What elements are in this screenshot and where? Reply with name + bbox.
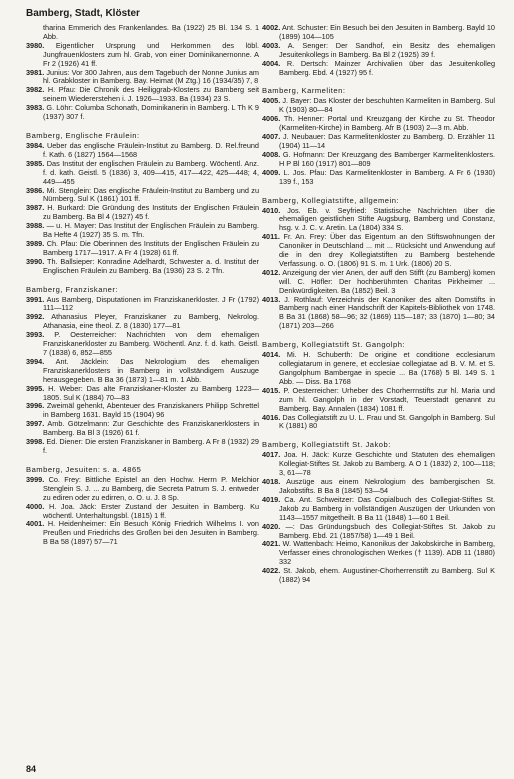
entry-number: 4008.	[262, 149, 281, 159]
entry-text: P. Oesterreicher: Urheber des Chorherrnstifts zur hl. Maria und zum hl. Gangolph in der Vorstadt, Teuerstadt genannt zu Bamberg. Bay. Annalen (1834) 1081 ff.	[279, 385, 495, 413]
bibliography-entry	[262, 97, 495, 115]
section-heading: Bamberg, Kollegiatstift St. Jakob:	[262, 440, 391, 450]
bibliography-entry	[26, 358, 259, 385]
entry-number: 4017.	[262, 450, 281, 460]
entry-number: 4001.	[26, 519, 45, 529]
section-heading: Bamberg, Franziskaner:	[26, 284, 119, 294]
entry-text: Ca. Ant. Schweitzer: Das Copialbuch des Collegiat-Stiftes St. Jakob zu Bamberg in vollständigen Auszügen der Urkunden von 1143—1557 mitgetheilt. B Ba 11 (1848) 1—60 1 Beil.	[279, 494, 496, 522]
entry-number: 3985.	[26, 158, 45, 168]
entry-text: J. Rothlauf: Verzeichnis der Kanoniker des alten Domstifts in Bamberg nach einer Handschrift der Kapitels-Bibliothek von 1748. B Ba 31 (1868) 58—96; 32 (1869) 115—187; 33 (1870) 1—80; 34 (1871) 203—266	[279, 294, 496, 331]
entry-text: Zweimäl gehenkt, Abenteuer des Franziskaners Philipp Schrettel in Bamberg 1631. Bayld 15 (1904) 96	[43, 401, 259, 420]
entry-number: 3998.	[26, 437, 45, 447]
entry-number: 4002.	[262, 23, 281, 32]
entry-number: 3981.	[26, 67, 45, 77]
entry-number: 4016.	[262, 412, 281, 422]
bibliography-entry	[26, 104, 259, 122]
entry-text: Das Collegiatstift zu U. L. Frau und St. Gangolph in Bamberg. Sul K (1881) 80	[279, 412, 495, 431]
entry-number: 4011.	[262, 232, 280, 242]
entry-text: Auszüge aus einem Nekrologium des bambergischen St. Jakobstifts. B Ba 8 (1845) 53—54	[279, 477, 495, 495]
section-heading: Bamberg, Englische Fräulein:	[26, 130, 140, 140]
bibliography-entry	[26, 258, 259, 276]
entry-text: A. Senger: Der Sandhof, ein Besitz des ehemaligen Jesuitenkollegs in Bamberg. Ba Bl 2 (1925) 39 f.	[279, 40, 496, 59]
entry-text: Ed. Diener: Die ersten Franziskaner in Bamberg. A Fr 8 (1932) 29 f.	[43, 437, 259, 455]
entry-number: 4005.	[262, 96, 281, 106]
bibliography-entry	[26, 86, 259, 104]
section-heading: Bamberg, Kollegiatstifte, allgemein:	[262, 195, 400, 205]
entry-number: 3984.	[26, 140, 45, 150]
entry-text: H. Weber: Das alte Franziskaner-Kloster zu Bamberg 1223—1805. Sul K (1884) 70—83	[43, 383, 260, 402]
bibliography-entry	[26, 42, 259, 69]
page-number: 84	[26, 764, 37, 774]
entry-number: 3988.	[26, 221, 45, 231]
entry-number: 4014.	[262, 350, 281, 360]
bibliography-entry	[26, 476, 259, 503]
entry-number: 4022.	[262, 566, 281, 576]
bibliography-entry	[26, 438, 259, 456]
right-column	[262, 24, 495, 585]
entry-text: L. Jos. Pfau: Das Karmelitenkloster in Bamberg. A Fr 6 (1930) 139 f., 153	[279, 167, 495, 186]
bibliography-entry	[262, 567, 495, 585]
entry-text: W. Wattenbach: Heimo, Kanonikus der Jakobskirche in Bamberg, Verfasser eines chronologischen Werkes († 1139). ADB 11 (1880) 332	[279, 539, 495, 567]
entry-number: 3990.	[26, 256, 45, 266]
entry-number: 4010.	[262, 205, 281, 215]
entry-text: Anzeigung der vier Anen, der auff den Stifft (zu Bamberg) komen will. C. Höfler: Der hochberühmten Charitas Pirkheimer ... Denkwürdigkeiten. Ba (1852) Beil. 3	[279, 267, 496, 295]
entry-text: J. Neubauer: Das Karmelitenkloster zu Bamberg. D. Erzähler 11 (1904) 11—14	[279, 132, 496, 150]
entry-text: Fr. An. Frey: Über das Eigentum an den Stiftswohnungen der Canoniker in Deutschland ... mit ... Rücksicht und Anwendung auf die in den drey Kollegiatstiften zu Bamberg bestehende Verfassung. o. O. (1806) 91 S. m. 1 Urk. (1806) 20 S.	[279, 232, 495, 268]
entry-number: 4021.	[262, 539, 281, 549]
entry-number: 4013.	[262, 294, 281, 304]
entry-number: 3986.	[26, 185, 45, 195]
entry-text: Junius: Vor 300 Jahren, aus dem Tagebuch der Nonne Junius am hl. Grabkloster in Bamberg. Bay. Heimat (M Ztg.) 16 (1934/35) 7, 8	[43, 67, 260, 86]
bibliography-entry	[262, 151, 495, 169]
bibliography-entry	[262, 296, 495, 332]
bibliography-entry	[26, 204, 259, 222]
entry-text: J. Bayer: Das Kloster der beschuhten Karmeliten in Bamberg. Sul K (1903) 80—84	[279, 96, 496, 115]
entry-group	[26, 42, 259, 122]
continued-entry: tharina Emmerich des Frankenlandes. Ba (1922) 25 Bl. 134 S. 1 Abb.	[43, 23, 259, 41]
bibliography-entry	[262, 387, 495, 414]
bibliography-entry	[26, 313, 259, 331]
entry-number: 4012.	[262, 267, 281, 277]
entry-text: Co. Frey: Bittliche Epistel an den Hochw. Herrn P. Melchior Stenglein S. J. ... zu Bamberg, die Secreta Patrum S. J. entweder zu ediren oder zu edirren, o. O. u. J. 8 Sp.	[43, 474, 260, 502]
entry-text: Aus Bamberg, Disputationen im Franziskanerkloster. J Fr (1792) 111—112	[43, 294, 260, 313]
entry-text: H. Joa. Jäck: Erster Zustand der Jesuiten in Bamberg. Ku wöchentl. Unterhaltungsbl. (1815) 1 ff.	[43, 501, 260, 520]
entry-text: H. Burkard: Die Gründung des Instituts der Englischen Fräulein zu Bamberg. Ba Bl 4 (1927) 45 f.	[43, 203, 259, 222]
bibliography-entry	[262, 523, 495, 541]
bibliography-entry	[26, 187, 259, 205]
section-heading: Bamberg, Karmeliten:	[262, 86, 346, 96]
bibliography-entry	[26, 402, 259, 420]
entry-number: 3989.	[26, 238, 45, 248]
bibliography-entry	[262, 24, 495, 42]
entry-text: Amb. Götzelmann: Zur Geschichte des Franziskanerklosters in Bamberg. Ba Bl 3 (1926) 61 f.	[43, 419, 259, 438]
entry-number: 4015.	[262, 385, 281, 395]
entry-text: —: Das Gründungsbuch des Collegiat-Stiftes St. Jakob zu Bamberg. Ebd. 21 (1857/58) 1—49 1 Beil.	[279, 521, 495, 540]
bibliography-entry	[26, 142, 259, 160]
entry-text: Joa. H. Jäck: Kurze Geschichte und Statuten des ehemaligen Kollegiat-Stiftes St. Jakob zu Bamberg. A O 1 (1832) 2, 100—118; 3, 61—78	[279, 450, 495, 478]
entry-text: Mi. Stenglein: Das englische Fräulein-Institut zu Bamberg und zu Nürnberg. Sul K (1861) 101 ff.	[43, 185, 259, 204]
entry-number: 4003.	[262, 40, 281, 50]
entry-group	[262, 97, 495, 186]
bibliography-entry	[262, 207, 495, 234]
bibliography-entry	[262, 351, 495, 387]
bibliography-entry	[262, 496, 495, 523]
entry-number: 4018.	[262, 477, 281, 487]
bibliography-entry	[262, 414, 495, 432]
entry-text: Jos. Eb. v. Seyfried: Statistische Nachrichten über die ehemaligen geistlichen Stifte Augsburg, Bamberg und Constanz, hsg. v. J. C. v. Aretin. La (1804) 334 S.	[279, 205, 495, 233]
entry-text: — u. H. Mayer: Das Institut der Englischen Fräulein zu Bamberg. Ba Hefte 4 (1927) 35 S. m. Tfn.	[43, 221, 260, 240]
entry-group	[26, 296, 259, 456]
bibliography-entry	[26, 520, 259, 547]
entry-number: 3992.	[26, 312, 45, 322]
bibliography-entry	[262, 169, 495, 187]
running-head: Bamberg, Stadt, Klöster	[26, 8, 140, 19]
entry-text: G. Löhr: Columba Schonath, Dominikanerin in Bamberg. L Th K 9 (1937) 307 f.	[43, 103, 259, 122]
entry-number: 3993.	[26, 330, 45, 340]
entry-number: 4019.	[262, 494, 281, 504]
entry-number: 4006.	[262, 114, 281, 124]
entry-text: G. Hofmann: Der Kreuzgang des Bamberger Karmelitenklosters. H P Bl 160 (1917) 801—809	[279, 149, 495, 168]
entry-number: 3999.	[26, 474, 45, 484]
bibliography-entry	[26, 420, 259, 438]
bibliography-entry	[26, 240, 259, 258]
entry-text: Ant. Schuster: Ein Besuch bei den Jesuiten in Bamberg. Bayld 10 (1899) 104—105	[279, 23, 495, 41]
entry-group	[262, 24, 495, 77]
left-column	[26, 24, 259, 547]
entry-number: 3991.	[26, 294, 45, 304]
entry-text: Th. Henner: Portal und Kreuzgang der Kirche zu St. Theodor (Karmeliten-Kirche) in Bamberg. Afr B (1903) 2—3 m. Abb.	[279, 114, 495, 133]
entry-number: 3987.	[26, 203, 45, 213]
entry-text: Mi. H. Schuberth: De origine et conditione ecclesiarum collegiatarum in genere, et ecclesiae collegiatae ad B. V. M. et S. Gangolphum Bambergae in specie ... Ba (1768) 5 Bl. 149 S. 1 Abb. — Diss. Ba 1768	[279, 350, 495, 386]
entry-number: 3997.	[26, 419, 45, 429]
bibliography-entry	[26, 222, 259, 240]
entry-number: 3994.	[26, 356, 45, 366]
bibliography-entry	[26, 296, 259, 314]
entry-number: 3982.	[26, 85, 45, 95]
bibliography-entry	[26, 69, 259, 87]
entry-text: Athanasius Pleyer, Franziskaner zu Bamberg, Nekrolog. Athanasia, eine theol. Z. 8 (1830) 177—81	[43, 312, 260, 331]
bibliography-entry	[262, 115, 495, 133]
entry-text: Th. Ballsieper: Konradine Adelhardt, Schwester a. d. Institut der Englischen Fräulein zu Bamberg. Ba (1936) 23 S. 2 Tfn.	[43, 256, 259, 275]
entry-group	[26, 476, 259, 547]
entry-text: P. Oesterreicher: Nachrichten von dem ehemaligen Franziskanerkloster zu Bamberg. Wöchentl. Anz. f. d. kath. Geistl. 7 (1838) 6, 852—855	[43, 330, 259, 357]
bibliography-entry	[262, 42, 495, 60]
entry-group	[262, 207, 495, 332]
entry-number: 3996.	[26, 401, 45, 411]
section-heading: Bamberg, Kollegiatstift St. Gangolph:	[262, 340, 406, 350]
entry-number: 4020.	[262, 521, 281, 531]
bibliography-entry	[262, 540, 495, 567]
entry-number: 4004.	[262, 58, 281, 68]
bibliography-entry	[262, 233, 495, 269]
entry-text: Ch. Pfau: Die Oberinnen des Instituts der Englischen Fräulein zu Bamberg 1717—1917. A Fr 4 (1928) 61 ff.	[43, 238, 260, 257]
entry-group	[262, 351, 495, 431]
entry-text: H. Heidenheimer: Ein Besuch König Friedrich Wilhelms I. von Preußen und Friedrichs des Großen bei den Jesuiten in Bamberg. B Ba 58 (1897) 57—71	[43, 519, 259, 547]
bibliography-entry	[262, 269, 495, 296]
bibliography-entry	[26, 385, 259, 403]
bibliography-entry	[26, 331, 259, 358]
entry-text: Ant. Jäcklein: Das Nekrologium des ehemaligen Franziskanerklosters in Bamberg in vollständigem Auszuge herausgegeben. B Ba 36 (1873) 1—81 m. 1 Abb.	[43, 356, 260, 384]
entry-group	[262, 451, 495, 585]
bibliography-entry	[26, 160, 259, 187]
entry-text: Das Institut der englischen Fräulein zu Bamberg. Wöchentl. Anz. f. d. kath. Geistl. 5 (1836) 3, 409—415, 417—422, 425—448; 4, 449—455	[43, 158, 259, 186]
entry-number: 3980.	[26, 40, 45, 50]
bibliography-entry	[26, 503, 259, 521]
bibliography-entry	[262, 451, 495, 478]
entry-text: R. Dertsch: Mainzer Archivalien über das Jesuitenkolleg Bamberg. Ebd. 4 (1927) 95 f.	[279, 58, 496, 77]
entry-number: 4007.	[262, 132, 281, 142]
entry-number: 3983.	[26, 103, 45, 113]
entry-text: Ueber das englische Fräulein-Institut zu Bamberg. D. Rel.freund f. Kath. 6 (1827) 1564—1568	[43, 140, 259, 159]
entry-group	[26, 142, 259, 276]
entry-text: H. Pfau: Die Chronik des Heiliggrab-Klosters zu Bamberg seit seinem Wiedererstehen i. J. 1926—1933. Ba (1934) 23 S.	[43, 85, 259, 104]
bibliography-entry	[262, 60, 495, 78]
section-heading: Bamberg, Jesuiten: s. a. 4865	[26, 464, 142, 474]
bibliography-entry	[262, 133, 495, 151]
entry-text: St. Jakob, ehem. Augustiner-Chorherrenstift zu Bamberg. Sul K (1882) 94	[279, 566, 495, 585]
entry-number: 4000.	[26, 501, 45, 511]
entry-number: 3995.	[26, 383, 45, 393]
entry-text: Eigentlicher Ursprung und Herkommen des löbl. Jungfrauenklosters zum hl. Grab, von einer Dominikanernonne. A Fr 2 (1926) 41 ff.	[43, 40, 259, 68]
bibliography-entry	[262, 478, 495, 496]
entry-number: 4009.	[262, 167, 281, 177]
